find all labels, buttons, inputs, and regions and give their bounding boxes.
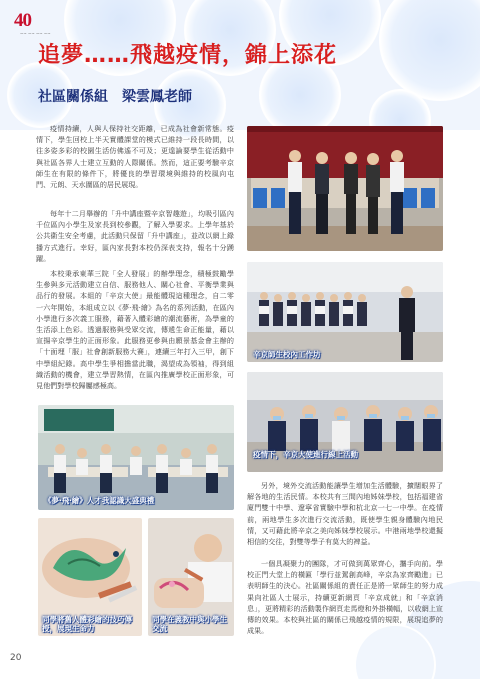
caption-online-activity: 疫情下，辛京大使進行線上活動 [253, 450, 358, 459]
caption-workshop: 辛京師生校內工作坊 [253, 350, 321, 359]
caption-ceremony: 《夢‧飛‧繪》人才我認識大盛典禮 [44, 496, 155, 505]
article-subtitle: 社區關係組 梁雲鳳老師 [38, 89, 192, 105]
logo-number: 40 [14, 10, 31, 31]
paragraph-2: 每年十二月舉辦的「升中講座暨辛京智趣遊」，均吸引區內千位區內小學生及家長到校參觀，了解入學要求。上學年基於公共衞生安全考慮，此活動只保留「升中講座」，並改以網上錄播方式進行。幸好，區內家長對本校仍深表支持，報名十分踴躍。 [36, 209, 234, 263]
photo-tutoring [148, 518, 234, 636]
photo-workshop [247, 262, 443, 362]
article-title: 追夢……飛越疫情，錦上添花 [38, 43, 338, 68]
photo-group-teachers [247, 126, 443, 251]
paragraph-3: 本校秉承東華三院「全人發展」的辦學理念，積極鼓勵學生參與多元活動建立自信、服務他人、關心社會、平衡學業與品行的發展。本組的「辛京大使」最能體現這種理念，自二零一六年開始，本組成立以《夢‧飛‧繪》為名的系列活動，在區內小學進行多次義工服務，藉著入體彩繪的潮流藝術，為學童的生活添上色彩。透過服務與受眾交流，傳遞生命正能量，藉以宣揚辛京學生的正面形象。此服務更參與由願景基金會主辦的「十面埋「服」社會創新服務大賽」，連續三年打入三甲，創下中學組紀錄。高中學生爭相擔當此職，渴望成為領袖，得到組織活動的機會，建立學習熱情，在區內推廣學校正面形象，可見他們對學校歸屬感極高。 [36, 269, 234, 391]
paragraph-5: 一個具凝聚力的團隊，才可做到萬眾齊心，攜手向前。學校正門大堂上的橫匾「學行並駕創高峰，辛京為家齊勵進」已表明師生的決心。社區關係組的責任正是將一眾師生的努力成果向社區人士展示，持續更新網頁「辛京成就」和「辛京消息」，更將精彩的活動製作網頁走馬燈和外掛橫幅，以收網上宣傳的效果。本校與社區的關係已飛越疫情的規限，展現追夢的成果。 [247, 559, 443, 636]
paragraph-4: 另外，境外交流活動能讓學生增加生活體驗，擴闊眼界了解各地的生活民情。本校共有三間內地姊妹學校，包括福建省廈門雙十中學、遼寧省實驗中學和杭北京一七一中學。在疫情前，兩地學生多次進行交流活動，既使學生親身體驗內地民情，又可藉此將辛京之美向姊妹學校展示。中港兩地學校還擬相信的交往，對雙等學子有莫大的裨益。 [247, 481, 443, 547]
photo-online-activity [247, 372, 443, 472]
photo-body-painting [38, 518, 142, 636]
caption-tutoring: 同學在義教中與小學生交流 [152, 615, 227, 633]
school-anniversary-logo [14, 10, 58, 40]
page-number: 20 [10, 653, 22, 663]
paragraph-1: 疫情持續，人與人保持社交距離，已成為社會新常態。疫情下，學生回校上半天實體課堂的模式已維持一段長時間，以往多姿多彩的校園生活仿佛遙不可及；更遑論要學生從活動中與社區各界人士建立互動的人際關係。然而，這正要考驗辛京師生在有限的條件下，將優良的學習環境與維持的校風向屯門、元朗、天水圍區的居民展現。 [36, 124, 234, 190]
caption-body-painting: 同學將舊人體彩繪的技巧傳授，展現生命力 [42, 615, 132, 633]
photo-classroom-ceremony [38, 405, 234, 510]
logo-tagline: ~~ ~~ ~~ ~~ [20, 31, 51, 36]
